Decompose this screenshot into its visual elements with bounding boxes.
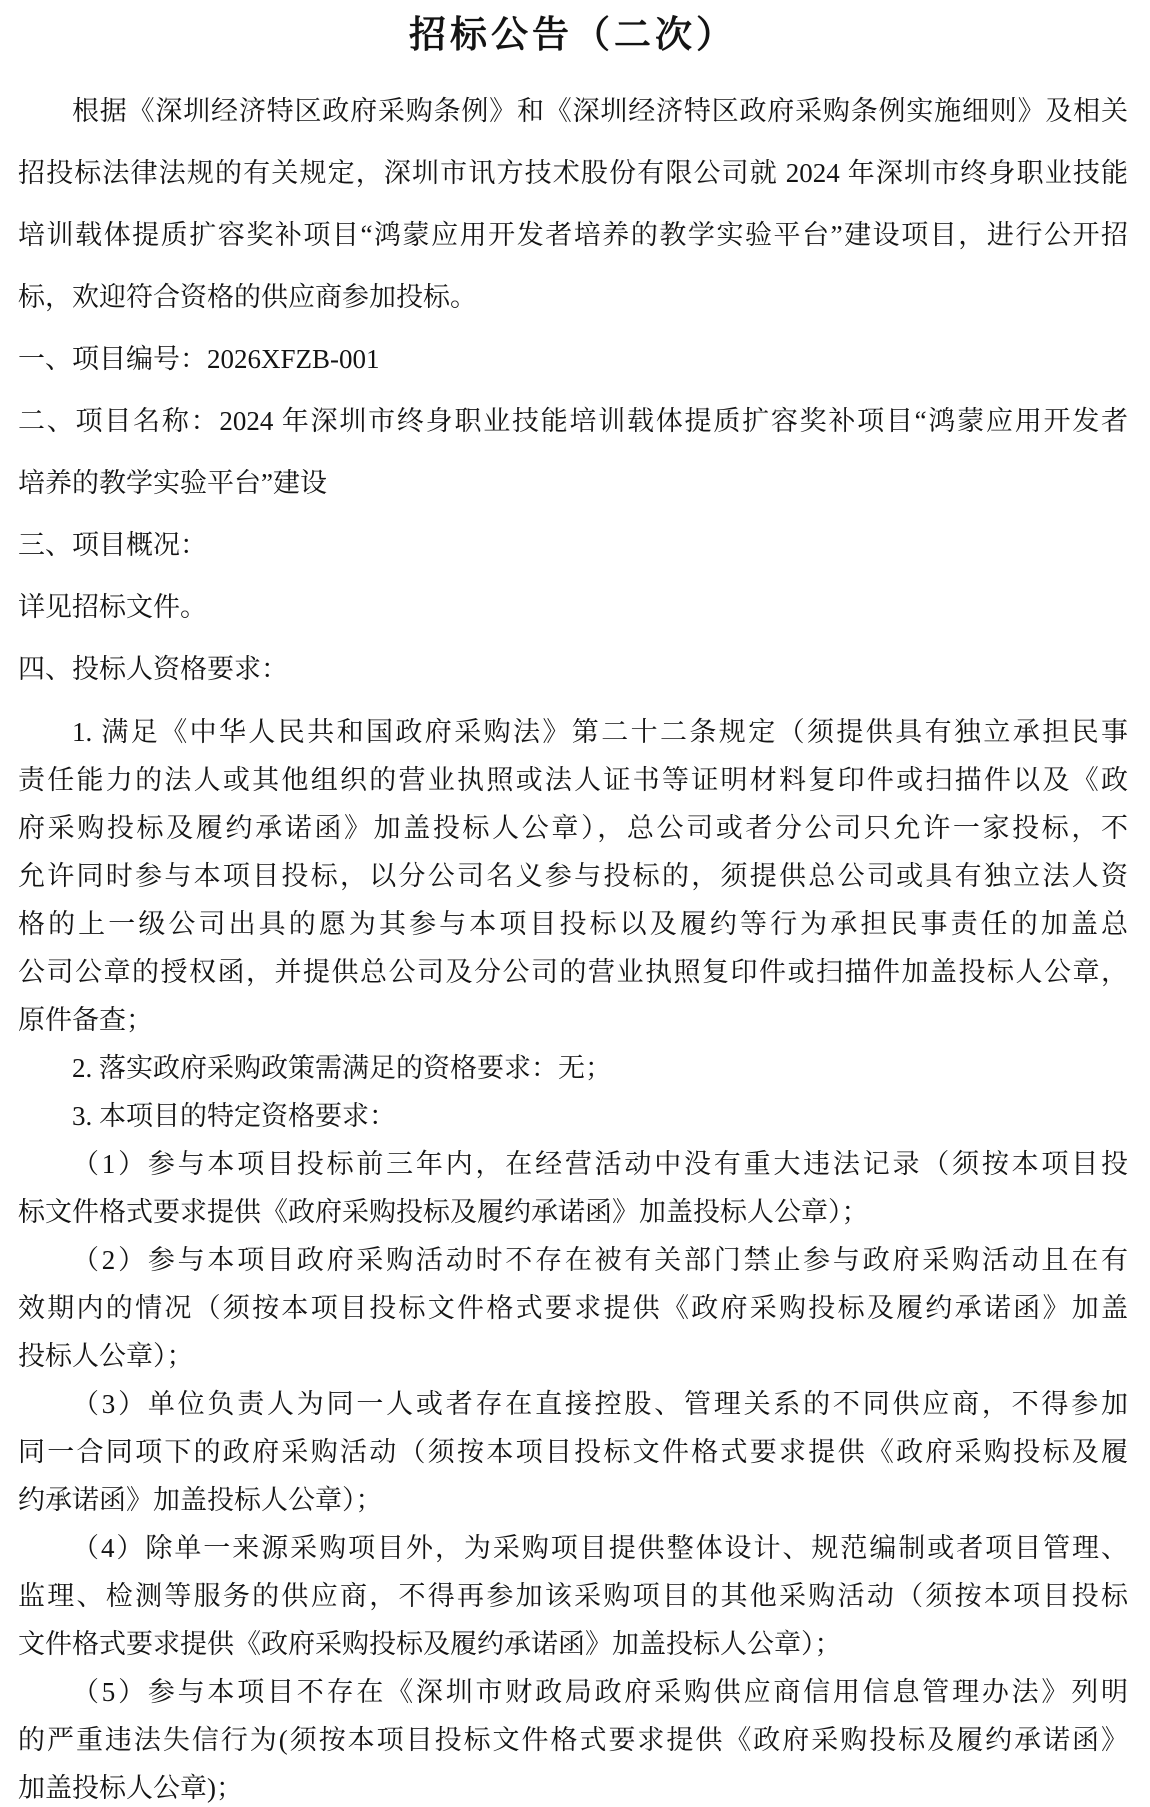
intro-line-1: 根据《深圳经济特区政府采购条例》和《深圳经济特区政府采购条例实施细则》及相关: [72, 96, 1128, 126]
qualification-1-line-1: 1. 满足《中华人民共和国政府采购法》第二十二条规定（须提供具有独立承担民事: [72, 717, 1128, 747]
intro-line-2: 招投标法律法规的有关规定，深圳市讯方技术股份有限公司就 2024 年深圳市终身职业技能: [18, 158, 1128, 188]
qualification-3-5-line-3: 加盖投标人公章)；: [18, 1773, 243, 1803]
qualification-3-2-line-2: 效期内的情况（须按本项目投标文件格式要求提供《政府采购投标及履约承诺函》加盖: [18, 1293, 1128, 1323]
qualification-1-line-3: 府采购投标及履约承诺函》加盖投标人公章），总公司或者分公司只允许一家投标，不: [18, 813, 1128, 843]
item-4-qualification-heading-line-1: 四、投标人资格要求：: [18, 654, 288, 684]
item-2-project-name-line-1: 二、项目名称：2024 年深圳市终身职业技能培训载体提质扩容奖补项目“鸿蒙应用开发者: [18, 406, 1128, 436]
item-3-overview-heading-line-1: 三、项目概况：: [18, 530, 207, 560]
qualification-3-3-line-2: 同一合同项下的政府采购活动（须按本项目投标文件格式要求提供《政府采购投标及履: [18, 1437, 1128, 1467]
qualification-3-1-line-1: （1）参与本项目投标前三年内，在经营活动中没有重大违法记录（须按本项目投: [72, 1149, 1128, 1179]
qualification-3-2-line-1: （2）参与本项目政府采购活动时不存在被有关部门禁止参与政府采购活动且在有: [72, 1245, 1128, 1275]
qualification-3-2-line-3: 投标人公章）；: [18, 1341, 194, 1371]
qualification-1-line-2: 责任能力的法人或其他组织的营业执照或法人证书等证明材料复印件或扫描件以及《政: [18, 765, 1128, 795]
intro-line-3: 培训载体提质扩容奖补项目“鸿蒙应用开发者培养的教学实验平台”建设项目，进行公开招: [18, 220, 1128, 250]
item-2-project-name-line-2: 培养的教学实验平台”建设: [18, 468, 327, 498]
qualification-2-line-1: 2. 落实政府采购政策需满足的资格要求：无；: [72, 1053, 612, 1083]
qualification-3-4-line-1: （4）除单一来源采购项目外，为采购项目提供整体设计、规范编制或者项目管理、: [72, 1533, 1128, 1563]
qualification-3-4-line-3: 文件格式要求提供《政府采购投标及履约承诺函》加盖投标人公章）；: [18, 1629, 842, 1659]
qualification-3-5-line-2: 的严重违法失信行为(须按本项目投标文件格式要求提供《政府采购投标及履约承诺函》: [18, 1725, 1128, 1755]
qualification-3-3-line-1: （3）单位负责人为同一人或者存在直接控股、管理关系的不同供应商，不得参加: [72, 1389, 1128, 1419]
qualification-3-1-line-2: 标文件格式要求提供《政府采购投标及履约承诺函》加盖投标人公章）；: [18, 1197, 869, 1227]
document-body: [18, 80, 1128, 1807]
qualification-3-3-line-3: 约承诺函》加盖投标人公章）；: [18, 1485, 383, 1515]
intro-line-4: 标，欢迎符合资格的供应商参加投标。: [18, 282, 477, 312]
item-3-overview-body-line-1: 详见招标文件。: [18, 592, 207, 622]
qualification-1-line-4: 允许同时参与本项目投标，以分公司名义参与投标的，须提供总公司或具有独立法人资: [18, 861, 1128, 891]
page-title: 招标公告（二次）: [409, 15, 737, 56]
qualification-3-heading-line-1: 3. 本项目的特定资格要求：: [72, 1101, 396, 1131]
qualification-3-5-line-1: （5）参与本项目不存在《深圳市财政局政府采购供应商信用信息管理办法》列明: [72, 1677, 1128, 1707]
qualification-1-line-6: 公司公章的授权函，并提供总公司及分公司的营业执照复印件或扫描件加盖投标人公章，: [18, 957, 1128, 987]
qualification-1-line-5: 格的上一级公司出具的愿为其参与本项目投标以及履约等行为承担民事责任的加盖总: [18, 909, 1128, 939]
qualification-1-line-7: 原件备查；: [18, 1005, 153, 1035]
qualification-3-4-line-2: 监理、检测等服务的供应商，不得再参加该采购项目的其他采购活动（须按本项目投标: [18, 1581, 1128, 1611]
item-1-project-number-line-1: 一、项目编号：2026XFZB-001: [18, 344, 380, 374]
